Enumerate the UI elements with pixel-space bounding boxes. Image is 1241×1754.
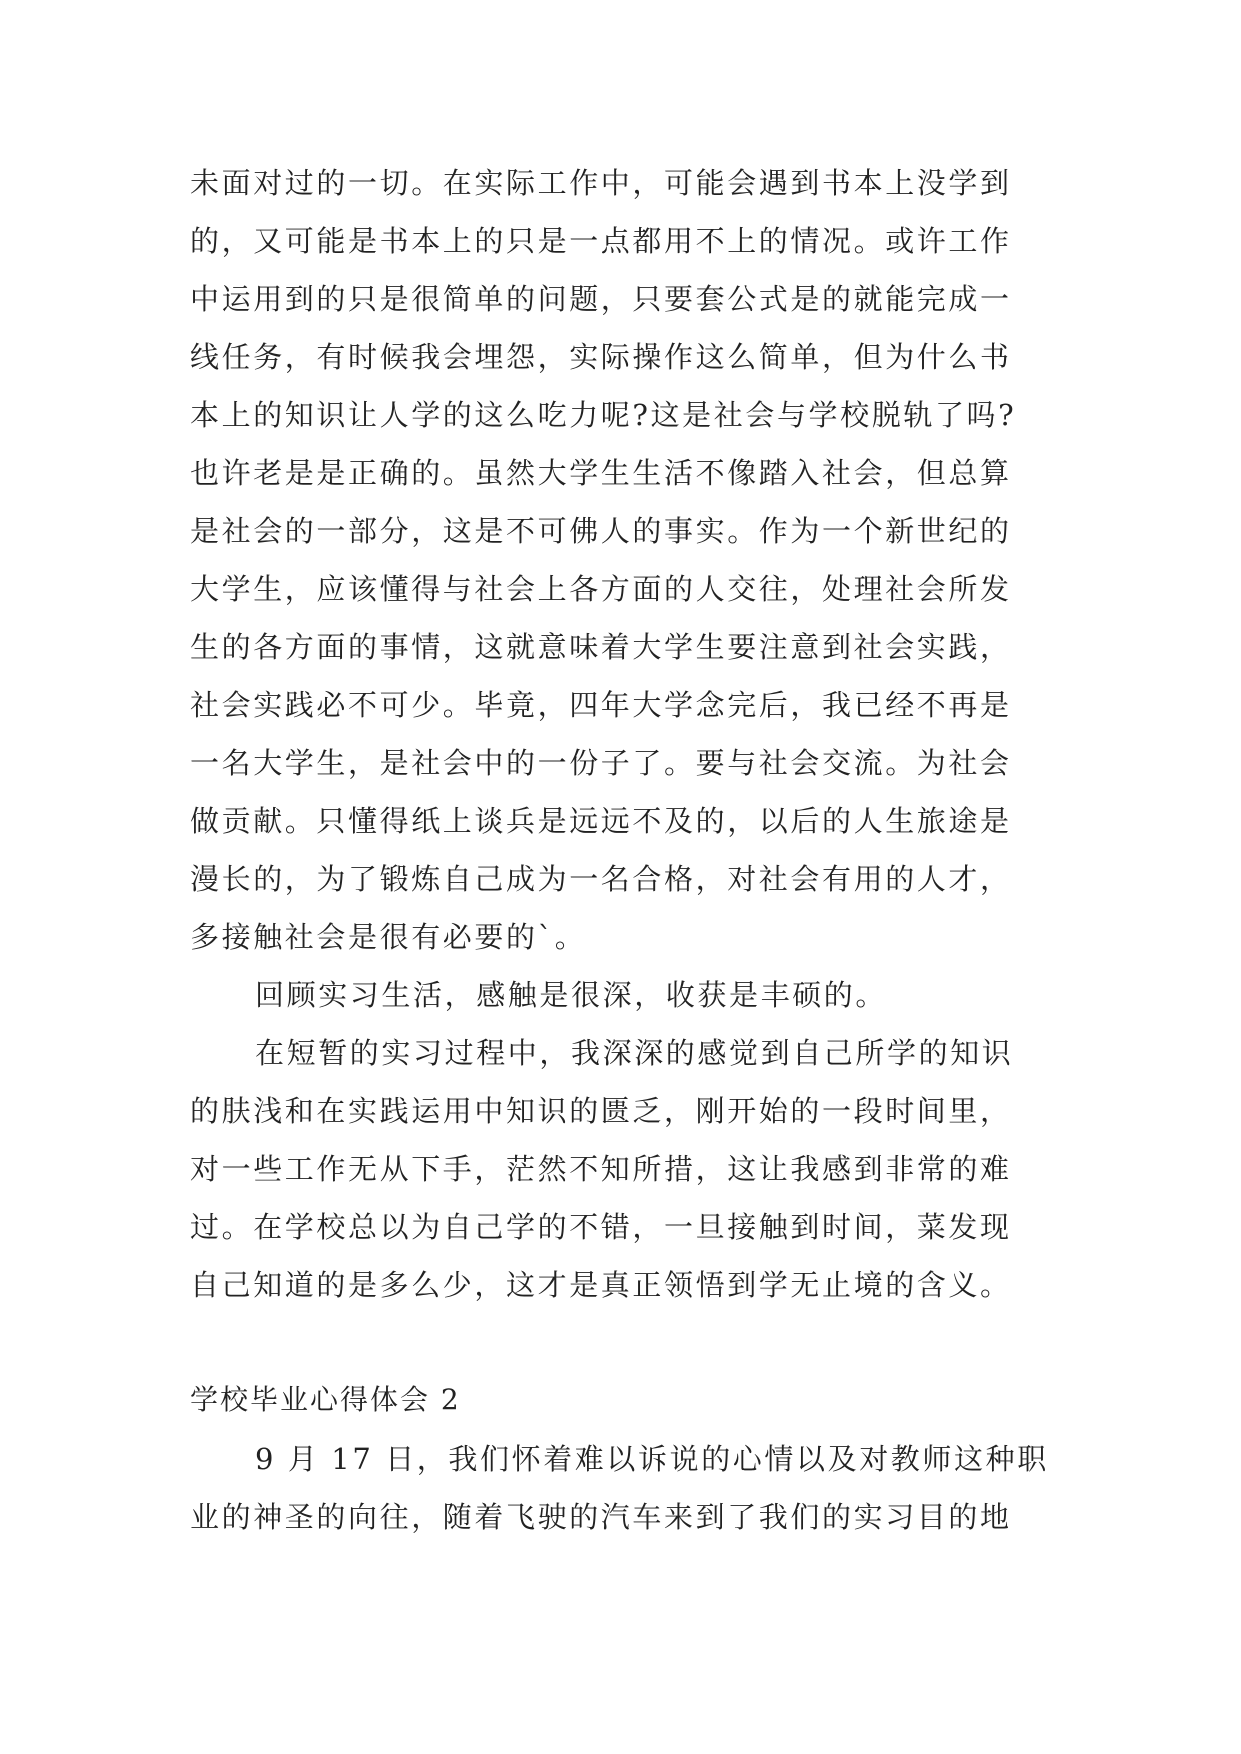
text-line: 过。在学校总以为自己学的不错，一旦接触到时间，菜发现 [190, 1210, 1012, 1244]
text-line: 对一些工作无从下手，茫然不知所措，这让我感到非常的难 [190, 1152, 1012, 1186]
text-line: 9 月 17 日，我们怀着难以诉说的心情以及对教师这种职 [255, 1442, 1049, 1476]
text-line: 也许老是是正确的。虽然大学生生活不像踏入社会，但总算 [190, 456, 1012, 490]
text-line: 的肤浅和在实践运用中知识的匮乏，刚开始的一段时间里， [190, 1094, 1012, 1128]
text-line: 生的各方面的事情，这就意味着大学生要注意到社会实践， [190, 630, 1012, 664]
text-line: 自己知道的是多么少，这才是真正领悟到学无止境的含义。 [190, 1268, 1012, 1302]
text-line: 在短暂的实习过程中，我深深的感觉到自己所学的知识 [255, 1036, 1014, 1070]
section2-paragraph [190, 1430, 1070, 1546]
text-line: 一名大学生，是社会中的一份子了。要与社会交流。为社会 [190, 746, 1012, 780]
text-line: 未面对过的一切。在实际工作中，可能会遇到书本上没学到 [190, 166, 1012, 200]
text-line: 做贡献。只懂得纸上谈兵是远远不及的，以后的人生旅途是 [190, 804, 1012, 838]
text-line: 线任务，有时候我会埋怨，实际操作这么简单，但为什么书 [190, 340, 1012, 374]
text-line: 的，又可能是书本上的只是一点都用不上的情况。或许工作 [190, 224, 1012, 258]
paragraph-continued [190, 154, 1070, 966]
text-line: 业的神圣的向往，随着飞驶的汽车来到了我们的实习目的地 [190, 1500, 1012, 1534]
text-line: 回顾实习生活，感触是很深，收获是丰硕的。 [255, 978, 888, 1012]
text-line: 社会实践必不可少。毕竟，四年大学念完后，我已经不再是 [190, 688, 1012, 722]
text-line: 大学生，应该懂得与社会上各方面的人交往，处理社会所发 [190, 572, 1012, 606]
text-line: 漫长的，为了锻炼自己成为一名合格，对社会有用的人才， [190, 862, 1012, 896]
paragraph-review [190, 966, 1070, 1024]
text-line: 本上的知识让人学的这么吃力呢?这是社会与学校脱轨了吗? [190, 398, 1017, 432]
text-line: 是社会的一部分，这是不可佛人的事实。作为一个新世纪的 [190, 514, 1012, 548]
text-line: 中运用到的只是很简单的问题，只要套公式是的就能完成一 [190, 282, 1012, 316]
paragraph-short [190, 1024, 1070, 1314]
section-heading: 学校毕业心得体会 2 [190, 1383, 461, 1416]
text-line: 多接触社会是很有必要的`。 [190, 920, 587, 954]
